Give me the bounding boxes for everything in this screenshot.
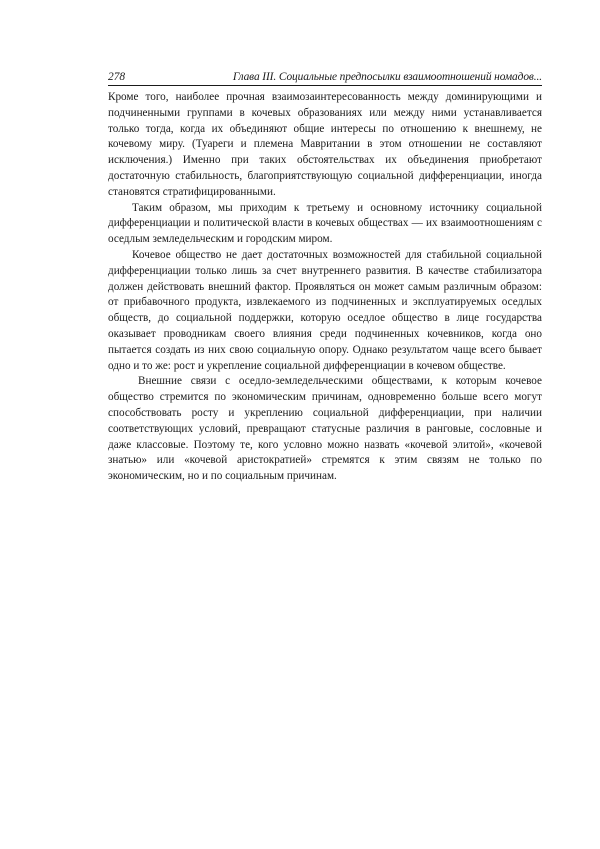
document-page <box>108 70 542 485</box>
paragraph-2: Таким образом, мы приходим к третьему и основному источнику социальной дифференциации и политической власти в кочевых обществах — их взаимоотношениям с оседлым земледельческим и городским миром. <box>108 201 542 246</box>
running-header <box>108 70 542 86</box>
running-title: Глава III. Социальные предпосылки взаимоотношений номадов... <box>232 71 542 83</box>
paragraph-1: Кроме того, наиболее прочная взаимозаинтересованность между доминирующими и подчиненными группами в кочевых образованиях или между ними устанавливается только тогда, когда их объединяют общие интересы по отношению к внешнему, не кочевому миру. (Туареги и племена Мавритании в этом отношении не составляют исключения.) Именно при таких обстоятельствах их объединения приобретают достаточную стабильность, благоприятствующую социальной дифференциации, иногда становятся стратифицированными. <box>108 91 542 198</box>
paragraph-4: Внешние связи с оседло-земледельческими обществами, к которым кочевое общество стремится по экономическим причинам, одновременно больше всего могут способствовать росту и укреплению социальной дифференциации, при наличии соответствующих условий, превращают статусные различия в ранговые, сословные и даже классовые. Поэтому те, кого условно можно назвать «кочевой элитой», «кочевой знатью» или «кочевой аристократией» стремятся к этим связям не только по экономическим, но и по социальным причинам. <box>108 375 542 483</box>
page-number: 278 <box>108 71 126 83</box>
body-text <box>108 90 542 485</box>
paragraph-3: Кочевое общество не дает достаточных возможностей для стабильной социальной дифференциации только лишь за счет внутреннего развития. В качестве стабилизатора должен действовать внешний фактор. Проявляться он может самым различным образом: от прибавочного продукта, извлекаемого из подчиненных и эксплуатируемых оседлых обществ, до социальной поддержки, которую оседлое общество в лице государства оказывает проводникам своего влияния среди подчиненных кочевников, когда оно пытается создать из них свою социальную опору. Однако результатом чаще всего бывает одно и то же: рост и укрепление социальной дифференциации в кочевом обществе. <box>108 248 542 372</box>
